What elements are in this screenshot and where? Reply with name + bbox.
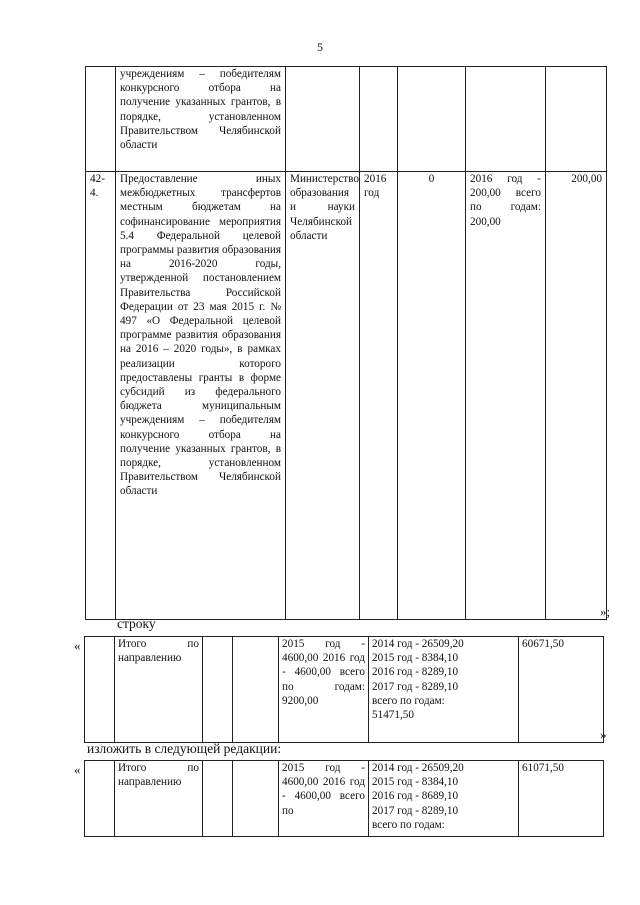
total-cell: 200,00 — [546, 172, 607, 620]
empty-cell — [233, 761, 279, 837]
row-number — [86, 67, 116, 172]
old-row-table — [84, 636, 604, 743]
executor-cell — [286, 67, 360, 172]
value-cell — [398, 67, 466, 172]
year-line: 2015 год - 8384,10 — [372, 652, 459, 665]
year-line: всего по годам: — [372, 818, 445, 831]
year-cell: 2016 год — [360, 172, 398, 620]
year-line: 2014 год - 26509,20 — [372, 638, 464, 650]
empty-cell — [85, 761, 115, 837]
total-name-cell: Итого по направлению — [115, 637, 203, 743]
years-breakdown-cell: 2016 год - 200,00 всего по годам: 200,00 — [466, 172, 546, 620]
year-line: 2015 год - 8384,10 — [372, 776, 459, 789]
measure-text: учреждениям – победителям конкурсного отбора на получение указанных грантов, в порядке, установленном Правительством Челябинской области — [116, 67, 286, 172]
new-row-table — [84, 760, 604, 837]
year-line: 2017 год - 8289,10 — [372, 680, 459, 693]
empty-cell — [203, 637, 233, 743]
open-quote: « — [74, 638, 81, 653]
table-row — [85, 637, 604, 743]
year-line: всего по годам: — [372, 694, 445, 707]
table-row — [85, 761, 604, 837]
year-line: 2017 год - 8289,10 — [372, 804, 459, 817]
year-line: 2016 год - 8289,10 — [372, 666, 459, 679]
years-b-cell — [369, 761, 519, 837]
total-cell — [546, 67, 607, 172]
years-breakdown-cell — [466, 67, 546, 172]
empty-cell — [85, 637, 115, 743]
open-quote: « — [74, 762, 81, 777]
label-new-edition: изложить в следующей редакции: — [87, 741, 282, 756]
executor-cell: Министерство образования и науки Челябинской области — [286, 172, 360, 620]
label-stroku: строку — [117, 616, 156, 631]
close-quote: » — [600, 727, 607, 742]
empty-cell — [203, 761, 233, 837]
total-name-cell: Итого по направлению — [115, 761, 203, 837]
measure-text: Предоставление иных межбюджетных трансфертов местным бюджетам на софинансирование мероприятия 5.4 Федеральной целевой программы развития образования на 2016-2020 годы, утвержденной постановлением Правительства Российской Федерации от 23 мая 2015 г. № 497 «О Федеральной целевой программе развития образования на 2016 – 2020 годы», в рамках реализации которого предоставлены гранты в форме субсидий из федерального бюджета муниципальным учреждениям – победителям конкурсного отбора на получение указанных грантов, в порядке, установленном Правительством Челябинской области — [116, 172, 286, 620]
table-row — [86, 67, 607, 172]
year-line: 2014 год - 26509,20 — [372, 762, 464, 774]
main-table — [85, 66, 607, 620]
year-cell — [360, 67, 398, 172]
year-line: 2016 год - 8689,10 — [372, 790, 459, 803]
empty-cell — [233, 637, 279, 743]
years-a-cell: 2015 год - 4600,00 2016 год - 4600,00 всего по — [279, 761, 369, 837]
total-cell: 60671,50 — [519, 637, 604, 743]
total-cell: 61071,50 — [519, 761, 604, 837]
page-number: 5 — [317, 40, 323, 54]
year-line: 51471,50 — [372, 709, 414, 722]
years-a-cell: 2015 год - 4600,00 2016 год - 4600,00 всего по годам: 9200,00 — [279, 637, 369, 743]
value-cell: 0 — [398, 172, 466, 620]
close-quote: »; — [600, 604, 611, 619]
row-number: 42-4. — [86, 172, 116, 620]
table-row — [86, 172, 607, 620]
years-b-cell — [369, 637, 519, 743]
